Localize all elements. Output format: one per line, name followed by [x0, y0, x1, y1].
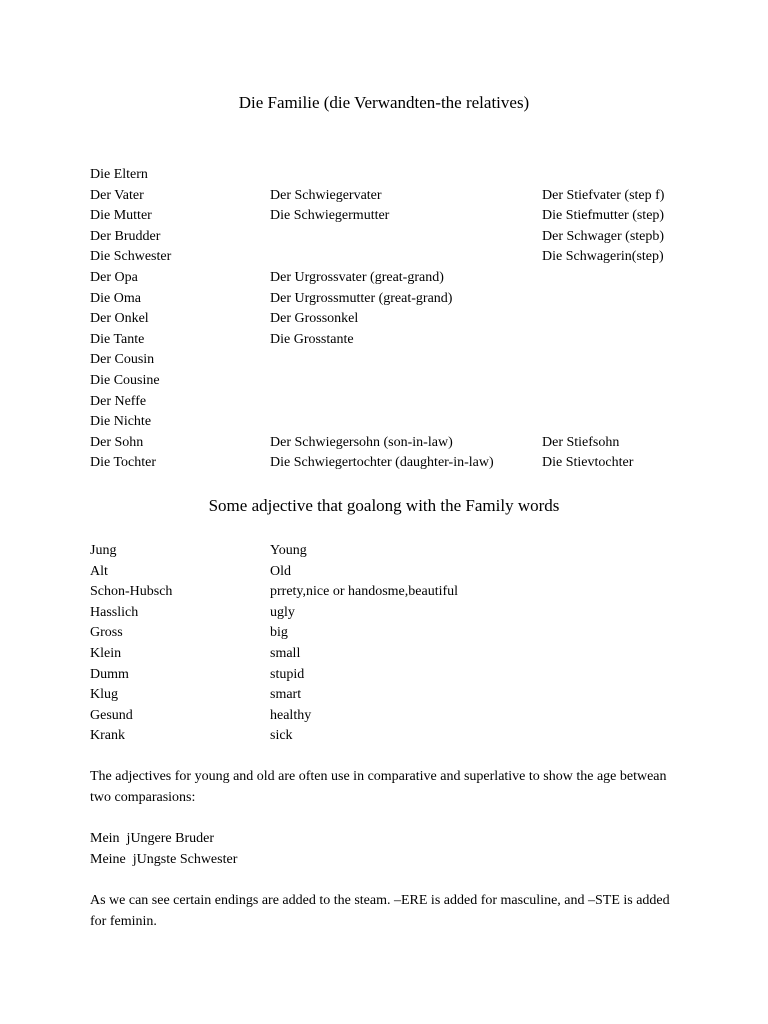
table-cell: big [270, 625, 288, 641]
table-cell: sick [270, 728, 293, 744]
table-row [90, 268, 710, 289]
table-row [90, 665, 710, 686]
table-cell: Die Oma [90, 290, 141, 306]
table-cell: Der Stiefsohn [542, 434, 620, 450]
table-row [90, 247, 710, 268]
page-title: Die Familie (die Verwandten-the relatives) [238, 93, 530, 112]
table-row [90, 289, 710, 310]
table-cell: Der Schwager (stepb) [542, 228, 665, 244]
table-cell: Der Schwiegervater [270, 187, 382, 203]
table-cell: Die Schwester [90, 249, 172, 265]
table-cell: smart [270, 687, 302, 703]
example-line: Meine jUngste Schwester [90, 852, 238, 867]
table-cell: Der Grossonkel [270, 311, 359, 327]
table-cell: Der Stiefvater (step f) [542, 187, 665, 203]
table-cell: Der Urgrossmutter (great-grand) [270, 290, 453, 306]
table-cell: Der Vater [90, 187, 144, 203]
comparative-paragraph: The adjectives for young and old are often use in comparative and superlative to show the age betwean two comparasions: [90, 769, 667, 805]
table-cell: small [270, 645, 301, 661]
table-cell: Die Schwiegermutter [270, 208, 390, 224]
adjectives-heading: Some adjective that goalong with the Family words [208, 496, 560, 515]
table-cell: ugly [270, 604, 295, 620]
table-row [90, 412, 710, 433]
table-row [90, 433, 710, 454]
table-cell: Der Opa [90, 269, 138, 285]
adjectives-table [90, 541, 710, 747]
table-row [90, 623, 710, 644]
table-cell: Schon-Hubsch [90, 584, 173, 600]
table-cell: Die Nichte [90, 414, 152, 430]
example-line: Mein jUngere Bruder [90, 831, 215, 846]
table-cell: prrety,nice or handosme,beautiful [270, 584, 459, 600]
table-row [90, 706, 710, 727]
table-cell: Der Cousin [90, 352, 155, 368]
table-cell: Die Schwagerin(step) [542, 249, 664, 265]
table-cell: Die Stievtochter [542, 455, 634, 471]
table-cell: Klug [90, 687, 118, 703]
table-cell: Die Mutter [90, 208, 152, 224]
table-cell: Krank [90, 728, 125, 744]
table-cell: healthy [270, 707, 312, 723]
table-cell: Gross [90, 625, 123, 641]
family-terms-table [90, 165, 710, 474]
table-cell: Die Eltern [90, 167, 148, 182]
table-row [90, 309, 710, 330]
table-cell: stupid [270, 666, 305, 682]
table-cell: Die Tochter [90, 455, 157, 471]
table-cell: Der Urgrossvater (great-grand) [270, 269, 444, 285]
table-cell: Klein [90, 645, 122, 661]
table-row [90, 541, 710, 562]
table-row [90, 453, 710, 474]
table-cell: Die Schwiegertochter (daughter-in-law) [270, 455, 494, 471]
table-row [90, 562, 710, 583]
table-cell: Der Schwiegersohn (son-in-law) [270, 434, 453, 450]
table-cell: Young [270, 543, 307, 558]
table-cell: Alt [90, 563, 108, 579]
table-row [90, 392, 710, 413]
table-row [90, 350, 710, 371]
table-row [90, 165, 710, 186]
table-cell: Dumm [90, 666, 129, 682]
table-row [90, 685, 710, 706]
table-row [90, 186, 710, 207]
table-cell: Gesund [90, 707, 133, 723]
table-cell: Die Cousine [90, 372, 160, 388]
table-row [90, 644, 710, 665]
table-cell: Old [270, 563, 291, 579]
table-cell: Der Onkel [90, 311, 149, 327]
table-row [90, 206, 710, 227]
examples-block [90, 828, 680, 870]
table-cell: Der Neffe [90, 393, 147, 409]
table-cell: Die Grosstante [270, 331, 354, 347]
table-cell: Der Brudder [90, 228, 161, 244]
table-cell: Der Sohn [90, 434, 144, 450]
endings-paragraph: As we can see certain endings are added to the steam. –ERE is added for masculine, and –STE is added for feminin. [90, 893, 670, 929]
table-row [90, 726, 710, 747]
table-row [90, 603, 710, 624]
table-row [90, 227, 710, 248]
table-row [90, 582, 710, 603]
table-cell: Hasslich [90, 604, 139, 620]
table-cell: Die Stiefmutter (step) [542, 208, 665, 224]
table-cell: Die Tante [90, 331, 145, 347]
table-cell: Jung [90, 543, 117, 558]
table-row [90, 330, 710, 351]
table-row [90, 371, 710, 392]
